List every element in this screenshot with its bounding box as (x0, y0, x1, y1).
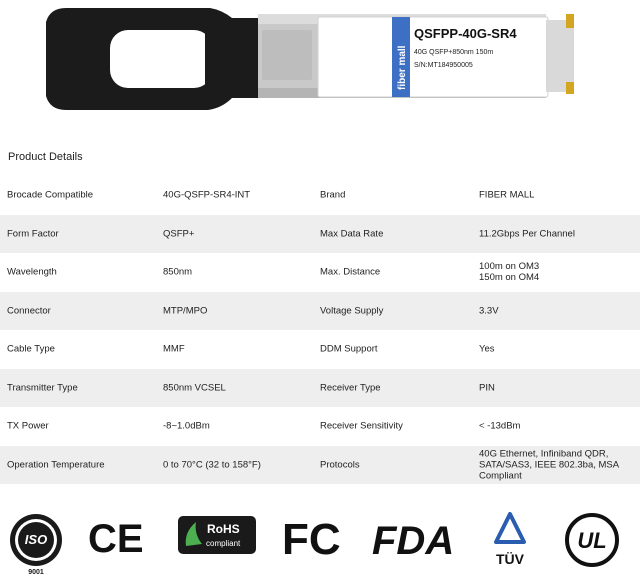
spec-row (0, 446, 640, 485)
spec-value-line: 0 to 70°C (32 to 158°F) (163, 459, 261, 471)
spec-value-line: Compliant (479, 470, 522, 482)
spec-value (479, 190, 637, 201)
iso-number: 9001 (28, 569, 44, 576)
rohs-sub: compliant (206, 539, 241, 548)
spec-value-line: 3.3V (479, 305, 499, 317)
spec-value-line: MMF (163, 343, 185, 355)
spec-row (0, 215, 640, 254)
product-image (0, 0, 640, 125)
spec-key: Brand (320, 189, 346, 201)
fda-logo: FDA (372, 519, 455, 563)
product-details-table (0, 176, 640, 484)
spec-value (163, 421, 313, 432)
spec-value-line: 40G-QSFP-SR4-INT (163, 189, 251, 201)
spec-value (163, 344, 313, 355)
spec-value (163, 305, 313, 316)
ul-text: UL (577, 528, 607, 553)
spec-key: Voltage Supply (320, 305, 384, 317)
spec-value-line: 850nm VCSEL (163, 382, 226, 394)
spec-key: Protocols (320, 459, 360, 471)
spec-value (163, 382, 313, 393)
iso-text: ISO (24, 532, 48, 547)
spec-value-line: 40G Ethernet, Infiniband QDR, (479, 448, 609, 460)
label-line2: 40G QSFP+850nm 150m (414, 49, 494, 56)
spec-value-line: -8~1.0dBm (163, 420, 210, 432)
spec-value (479, 228, 637, 239)
section-title: Product Details (8, 151, 83, 163)
spec-key: Transmitter Type (7, 382, 78, 394)
spec-value (479, 305, 637, 316)
spec-key: Wavelength (7, 266, 57, 278)
gold-contact (566, 14, 574, 28)
spec-row (0, 369, 640, 408)
fc-logo: FC (282, 515, 341, 564)
spec-value (479, 448, 637, 481)
spec-value-line: Yes (479, 343, 495, 355)
spec-row (0, 330, 640, 369)
spec-key: Operation Temperature (7, 459, 105, 471)
ce-logo: CE (88, 517, 144, 561)
brand-vertical: fiber mall (397, 45, 408, 90)
spec-value (163, 228, 313, 239)
spec-value (163, 267, 313, 278)
certification-logos (0, 500, 640, 584)
spec-row (0, 253, 640, 292)
gold-contact (566, 82, 574, 94)
spec-value-line: MTP/MPO (163, 305, 208, 317)
rohs-text: RoHS (207, 522, 240, 536)
spec-key: Max Data Rate (320, 228, 384, 240)
spec-value-line: PIN (479, 382, 495, 394)
spec-value (479, 344, 637, 355)
spec-row (0, 407, 640, 446)
spec-row (0, 292, 640, 331)
spec-value (163, 459, 313, 470)
label-title: QSFPP-40G-SR4 (414, 26, 517, 41)
spec-value (479, 261, 637, 283)
spec-value-line: 850nm (163, 266, 193, 278)
iso-logo (10, 514, 62, 576)
rohs-logo (178, 516, 256, 554)
tuv-logo (496, 514, 525, 567)
spec-row (0, 176, 640, 215)
spec-value-line: FIBER MALL (479, 189, 535, 201)
spec-value (163, 190, 313, 201)
spec-value (479, 382, 637, 393)
label-serial: S/N:MT184950005 (414, 62, 473, 69)
spec-key: Cable Type (7, 343, 55, 355)
tuv-text: TÜV (496, 551, 524, 567)
spec-key: Max. Distance (320, 266, 381, 278)
spec-key: Receiver Sensitivity (320, 420, 403, 432)
spec-value-line: 11.2Gbps Per Channel (479, 228, 575, 240)
spec-key: Connector (7, 305, 51, 317)
spec-value-line: 100m on OM3 (479, 261, 540, 273)
spec-key: Brocade Compatible (7, 189, 94, 201)
spec-value-line: QSFP+ (163, 228, 195, 240)
spec-value (479, 421, 637, 432)
spec-key: Receiver Type (320, 382, 381, 394)
spec-value-line: 150m on OM4 (479, 272, 540, 284)
spec-key: DDM Support (320, 343, 378, 355)
ul-logo (567, 515, 617, 565)
spec-value-line: < -13dBm (479, 420, 521, 432)
spec-key: TX Power (7, 420, 49, 432)
spec-value-line: SATA/SAS3, IEEE 802.3ba, MSA (479, 459, 620, 471)
spec-key: Form Factor (7, 228, 59, 240)
